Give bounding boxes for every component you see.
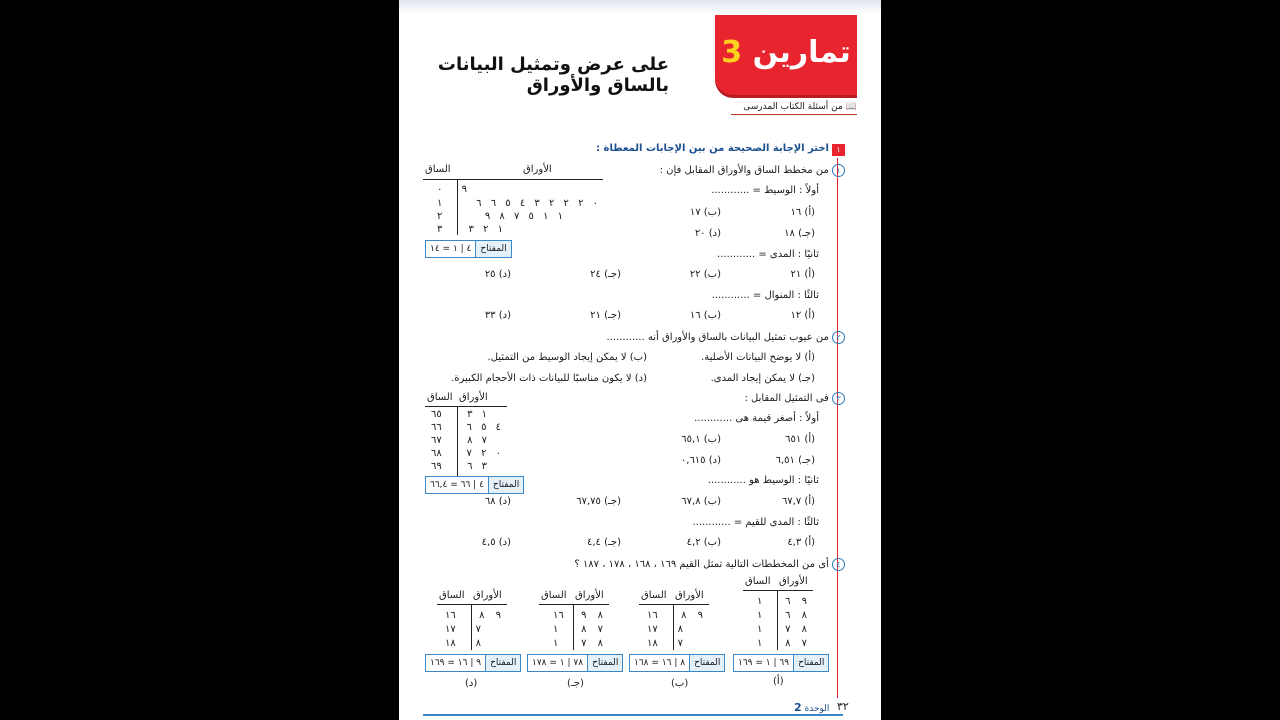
key-label: المفتاح bbox=[689, 655, 724, 671]
stem-cell: ١ bbox=[757, 624, 763, 635]
option-b[interactable]: (ب) لا يمكن إيجاد الوسيط من التمثيل. bbox=[487, 352, 647, 363]
title-line-1: على عرض وتمثيل البيانات bbox=[437, 54, 669, 75]
option-c[interactable]: (جـ) ١٨ bbox=[784, 228, 815, 239]
leaves-cell: ٩ ٨ bbox=[479, 610, 501, 621]
leaves-header: الأوراق bbox=[523, 164, 552, 175]
title-line-2: بالساق والأوراق bbox=[526, 75, 669, 96]
stem-cell: ٦٩ bbox=[431, 461, 442, 472]
tag-number: 3 bbox=[721, 35, 743, 70]
key-label: المفتاح bbox=[485, 655, 520, 671]
leaves-cell: ٧ ٨ bbox=[467, 435, 487, 446]
leaves-cell: ٨ ٧ bbox=[581, 638, 603, 649]
option-chart-a[interactable] bbox=[743, 576, 813, 652]
part-stem-text: أى من المخططات التالية تمثل القيم ١٦٩ ، ١٦٨ ، ١٧٨ ، ١٨٧ ؟ bbox=[574, 559, 829, 570]
option-b[interactable]: (ب) ١٧ bbox=[689, 207, 721, 218]
stem-divider bbox=[573, 604, 574, 650]
option-a[interactable]: (أ) ١٦ bbox=[790, 207, 815, 218]
part-4-stem bbox=[574, 558, 845, 571]
leaves-cell: ١ ٣ bbox=[467, 409, 487, 420]
leaves-cell: ٨ ٧ bbox=[785, 624, 807, 635]
leaves-cell: ٧ ٨ bbox=[785, 638, 807, 649]
leaves-cell: ٠ ٢ ٢ ٢ ٣ ٤ ٥ ٦ ٦ bbox=[476, 198, 598, 209]
stem-cell: ١ bbox=[757, 610, 763, 621]
leaves-cell: ٨ bbox=[677, 624, 683, 635]
tag-word: تمارين bbox=[752, 35, 851, 70]
leaves-cell: ٤ ٥ ٦ bbox=[466, 422, 501, 433]
margin-rule bbox=[837, 158, 838, 698]
sub-question-1b: ثانيًا : المدى = ............ bbox=[717, 249, 819, 260]
part-2-stem bbox=[607, 331, 845, 344]
stem-header: الساق bbox=[439, 590, 465, 601]
option-b[interactable]: (ب) ٦٧,٨ bbox=[681, 496, 721, 507]
stem-cell: ١ bbox=[553, 624, 559, 635]
leaves-cell: ٨ ٩ bbox=[581, 610, 603, 621]
source-text: من أسئلة الكتاب المدرسى bbox=[743, 102, 843, 112]
option-b[interactable]: (ب) ٦٥,١ bbox=[681, 434, 721, 445]
stem-divider bbox=[457, 406, 458, 476]
sub-question-1c: ثالثًا : المنوال = ............ bbox=[711, 290, 819, 301]
stem-divider bbox=[777, 590, 778, 650]
leaves-cell: ٣ ٦ bbox=[467, 461, 487, 472]
stem-cell: ١٨ bbox=[647, 638, 658, 649]
question-instruction: اختر الإجابة الصحيحة من بين الإجابات المعطاة : bbox=[596, 143, 829, 154]
header-rule bbox=[437, 604, 507, 605]
header-rule bbox=[423, 179, 603, 180]
leaves-cell: ٧ bbox=[475, 624, 481, 635]
unit-label-text: الوحدة bbox=[804, 704, 830, 714]
key-value: ٦٩ | ١ = ١٦٩ bbox=[738, 658, 790, 668]
option-chart-b[interactable] bbox=[639, 590, 709, 652]
part-number: ٢ bbox=[832, 331, 845, 344]
sub-question-3b: ثانيًا : الوسيط هو ............ bbox=[707, 475, 819, 486]
stem-cell: ١ bbox=[437, 198, 443, 209]
leaves-cell: ٨ bbox=[475, 638, 481, 649]
stem-divider bbox=[673, 604, 674, 650]
key-box-1 bbox=[425, 240, 512, 258]
option-d[interactable]: (د) ٣٣ bbox=[484, 310, 511, 321]
leaves-header: الأوراق bbox=[473, 590, 502, 601]
top-band bbox=[399, 0, 881, 14]
key-value: ٨ | ١٦ = ١٦٨ bbox=[634, 658, 686, 668]
option-c[interactable]: (جـ) ٢١ bbox=[590, 310, 621, 321]
key-label: المفتاح bbox=[488, 477, 523, 493]
footer-rule bbox=[423, 714, 843, 716]
option-label-b[interactable]: (ب) bbox=[671, 678, 689, 689]
option-d[interactable]: (د) ٠,٦١٥ bbox=[680, 455, 721, 466]
leaves-cell: ٩ ٨ bbox=[681, 610, 703, 621]
option-b[interactable]: (ب) ٢٢ bbox=[689, 269, 721, 280]
option-a[interactable]: (أ) ٢١ bbox=[790, 269, 815, 280]
option-c[interactable]: (جـ) ٦,٥١ bbox=[775, 455, 815, 466]
leaves-cell: ٩ bbox=[461, 184, 467, 195]
part-3-stem bbox=[744, 392, 845, 405]
part-number: ١ bbox=[832, 164, 845, 177]
option-c[interactable]: (جـ) ٢٤ bbox=[590, 269, 621, 280]
option-b[interactable]: (ب) ٤,٢ bbox=[686, 537, 721, 548]
option-a[interactable]: (أ) لا يوضح البيانات الأصلية. bbox=[701, 352, 815, 363]
header-rule bbox=[425, 406, 507, 407]
sub-question-3c: ثالثًا : المدى للقيم = ............ bbox=[692, 517, 819, 528]
header-rule bbox=[743, 590, 813, 591]
option-d[interactable]: (د) لا يكون مناسبًا للبيانات ذات الأحجام الكبيرة. bbox=[451, 373, 647, 384]
option-d[interactable]: (د) ٦٨ bbox=[484, 496, 511, 507]
stem-cell: ٢ bbox=[437, 211, 443, 222]
stem-header: الساق bbox=[427, 392, 453, 403]
option-a[interactable]: (أ) ٤,٣ bbox=[787, 537, 815, 548]
key-value: ٧٨ | ١ = ١٧٨ bbox=[532, 658, 584, 668]
leaves-cell: ٨ ٦ bbox=[785, 610, 807, 621]
leaves-header: الأوراق bbox=[459, 392, 488, 403]
key-value: ٤ | ١ = ١٤ bbox=[430, 244, 472, 254]
stem-cell: ٦٥ bbox=[431, 409, 442, 420]
option-label-d[interactable]: (د) bbox=[465, 678, 478, 689]
option-b[interactable]: (ب) ١٦ bbox=[689, 310, 721, 321]
page-title bbox=[438, 54, 669, 96]
question-badge: ١ bbox=[832, 144, 845, 156]
exercises-tag-title bbox=[715, 35, 857, 70]
option-label-a[interactable]: (أ) bbox=[773, 676, 784, 687]
leaves-cell: ١ ١ ٥ ٧ ٨ ٩ bbox=[484, 211, 563, 222]
header-rule bbox=[539, 604, 609, 605]
option-a[interactable]: (أ) ١٢ bbox=[790, 310, 815, 321]
stem-cell: ٦٦ bbox=[431, 422, 442, 433]
leaves-cell: ١ ٢ ٣ bbox=[468, 224, 503, 235]
option-c[interactable]: (جـ) ٤,٤ bbox=[586, 537, 621, 548]
sub-question-3a: أولاً : أصغر قيمة هى ............ bbox=[694, 413, 819, 424]
option-d[interactable]: (د) ٤,٥ bbox=[481, 537, 511, 548]
stem-cell: ١ bbox=[553, 638, 559, 649]
key-box-c bbox=[527, 654, 623, 672]
option-c[interactable]: (جـ) ٦٧,٧٥ bbox=[576, 496, 621, 507]
stem-cell: ١٦ bbox=[553, 610, 564, 621]
sub-question-1a: أولاً : الوسيط = ............ bbox=[711, 185, 819, 196]
option-d[interactable]: (د) ٢٠ bbox=[694, 228, 721, 239]
stem-header: الساق bbox=[641, 590, 667, 601]
leaves-header: الأوراق bbox=[779, 576, 808, 587]
key-box-d bbox=[425, 654, 521, 672]
option-d[interactable]: (د) ٢٥ bbox=[484, 269, 511, 280]
stem-cell: ٦٨ bbox=[431, 448, 442, 459]
leaves-header: الأوراق bbox=[575, 590, 604, 601]
key-label: المفتاح bbox=[587, 655, 622, 671]
workbook-page bbox=[399, 0, 881, 720]
part-1-stem bbox=[660, 164, 845, 177]
option-chart-d[interactable] bbox=[437, 590, 507, 652]
stem-cell: ٣ bbox=[437, 224, 443, 235]
option-a[interactable]: (أ) ٦٧,٧ bbox=[781, 496, 815, 507]
stem-cell: ٠ bbox=[437, 184, 443, 195]
option-label-c[interactable]: (جـ) bbox=[567, 678, 584, 689]
leaves-cell: ٧ bbox=[677, 638, 683, 649]
leaves-cell: ٩ ٦ bbox=[785, 596, 807, 607]
key-label: المفتاح bbox=[475, 241, 510, 257]
option-a[interactable]: (أ) ٦٥١ bbox=[785, 434, 815, 445]
part-stem-text: فى التمثيل المقابل : bbox=[744, 393, 829, 404]
leaves-header: الأوراق bbox=[675, 590, 704, 601]
unit-number: 2 bbox=[794, 701, 802, 714]
stem-cell: ١ bbox=[757, 596, 763, 607]
stem-leaf-table-1 bbox=[423, 164, 603, 244]
header-rule bbox=[639, 604, 709, 605]
stem-cell: ١٦ bbox=[647, 610, 658, 621]
stem-header: الساق bbox=[425, 164, 451, 175]
page-number: ٣٢ bbox=[837, 700, 849, 713]
part-number: ٤ bbox=[832, 558, 845, 571]
stem-cell: ١٨ bbox=[445, 638, 456, 649]
stem-cell: ١ bbox=[757, 638, 763, 649]
stem-header: الساق bbox=[745, 576, 771, 587]
stem-cell: ١٦ bbox=[445, 610, 456, 621]
stem-divider bbox=[457, 179, 458, 235]
source-note bbox=[731, 102, 857, 115]
part-number: ٣ bbox=[832, 392, 845, 405]
exercises-tag bbox=[715, 15, 857, 95]
option-c[interactable]: (جـ) لا يمكن إيجاد المدى. bbox=[710, 373, 815, 384]
part-stem-text: من مخطط الساق والأوراق المقابل فإن : bbox=[659, 165, 829, 176]
key-value: ٩ | ١٦ = ١٦٩ bbox=[430, 658, 482, 668]
stem-cell: ١٧ bbox=[647, 624, 658, 635]
stem-header: الساق bbox=[541, 590, 567, 601]
key-box-2 bbox=[425, 476, 524, 494]
book-icon: 📖 bbox=[845, 102, 857, 112]
key-label: المفتاح bbox=[793, 655, 828, 671]
stem-divider bbox=[471, 604, 472, 650]
key-value: ٤ | ٦٦ = ٦٦,٤ bbox=[430, 480, 484, 490]
stem-cell: ٦٧ bbox=[431, 435, 442, 446]
key-box-a bbox=[733, 654, 829, 672]
stem-leaf-table-2 bbox=[425, 392, 507, 476]
part-stem-text: من عيوب تمثيل البيانات بالساق والأوراق أنه ............ bbox=[606, 332, 829, 343]
leaves-cell: ٠ ٢ ٧ bbox=[466, 448, 501, 459]
stem-cell: ١٧ bbox=[445, 624, 456, 635]
leaves-cell: ٧ ٨ bbox=[581, 624, 603, 635]
key-box-b bbox=[629, 654, 725, 672]
unit-label bbox=[794, 701, 829, 714]
option-chart-c[interactable] bbox=[539, 590, 609, 652]
